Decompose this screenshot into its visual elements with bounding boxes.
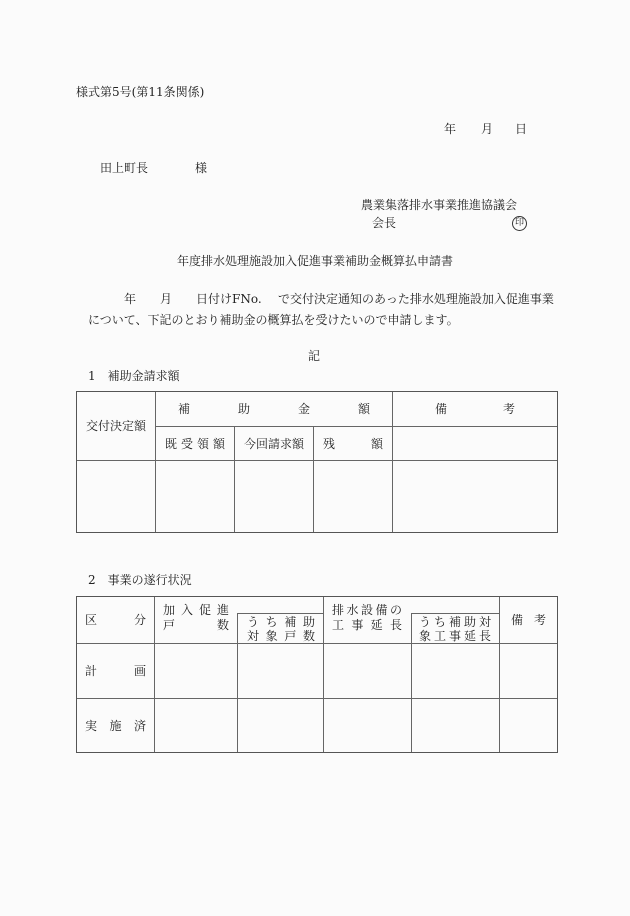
header-promoted-households: [163, 603, 229, 633]
header-char: 分: [133, 613, 146, 627]
header-category: [77, 597, 154, 643]
header-char: ち: [265, 615, 278, 629]
form-number: 様式第5号(第11条関係): [76, 85, 205, 99]
applicant-title: 会長: [372, 216, 397, 230]
cell-plan-households[interactable]: [155, 644, 237, 698]
header-char: 考: [502, 402, 515, 416]
header-char: 補: [284, 615, 297, 629]
header-char: 工: [332, 618, 345, 632]
header-received-amount: [156, 427, 234, 460]
header-subsidy-amount: [156, 392, 392, 426]
header-remaining-amount: [314, 427, 392, 460]
applicant-organization: 農業集落排水事業推進協議会: [361, 198, 518, 212]
header-char: の: [389, 603, 402, 617]
cell-completed-subsidized-households[interactable]: [238, 699, 323, 752]
header-char: 備: [375, 603, 388, 617]
document-title: 年度排水処理施設加入促進事業補助金概算払申請書: [177, 254, 454, 268]
header-char: 事: [351, 618, 364, 632]
header-remarks: [393, 392, 557, 426]
header-char: 残: [323, 436, 336, 451]
header-char: 受: [180, 436, 193, 451]
header-remarks: [500, 597, 557, 643]
body-text-line2: について、下記のとおり補助金の概算払を受けたいので申請します。: [88, 313, 459, 327]
header-char: 延: [370, 618, 383, 632]
header-drainage-construction-length: [332, 603, 402, 633]
cell-remarks[interactable]: [393, 461, 557, 532]
section2-heading: 2 事業の遂行状況: [88, 573, 192, 587]
header-char: 区: [85, 613, 98, 627]
cell-completed-length[interactable]: [324, 699, 411, 752]
label-char: 実: [85, 718, 98, 733]
progress-status-table: [76, 596, 558, 753]
header-char: 戸: [284, 629, 297, 643]
header-subsidized-construction-length: [419, 615, 491, 643]
header-char: 排: [332, 603, 345, 617]
header-char: 領: [196, 436, 209, 451]
header-char: 加: [163, 603, 176, 617]
body-month: 月: [160, 292, 173, 306]
header-subsidized-households: [247, 615, 315, 643]
header-char: 象: [419, 629, 432, 643]
seal-icon: 印: [512, 216, 527, 231]
header-char: 対: [478, 615, 491, 629]
header-char: 進: [216, 603, 229, 617]
header-char: 設: [360, 603, 373, 617]
header-char: 長: [478, 629, 491, 643]
date-month-label: 月: [481, 122, 494, 136]
header-char: 既: [165, 436, 178, 451]
header-char: 象: [265, 629, 278, 643]
header-char: 対: [247, 629, 260, 643]
cell-completed-remarks[interactable]: [500, 699, 557, 752]
header-char: 額: [357, 402, 370, 416]
section1-heading: 1 補助金請求額: [88, 369, 180, 383]
header-char: 助: [463, 615, 476, 629]
header-char: 助: [302, 615, 315, 629]
label-char: 画: [133, 664, 146, 678]
header-char: 戸: [163, 618, 176, 632]
header-char: 数: [216, 618, 229, 632]
addressee-name: 田上町長: [100, 161, 149, 175]
header-char: 額: [370, 436, 383, 451]
label-char: 計: [85, 664, 98, 678]
header-char: 補: [448, 615, 461, 629]
cell-completed-subsidized-length[interactable]: [412, 699, 499, 752]
header-char: 入: [180, 603, 193, 617]
addressee-honorific: 様: [195, 161, 208, 175]
divider: [411, 613, 499, 614]
header-char: う: [247, 615, 260, 629]
date-year-label: 年: [444, 122, 457, 136]
date-day-label: 日: [515, 122, 528, 136]
cell-plan-length[interactable]: [324, 644, 411, 698]
header-char: 延: [463, 629, 476, 643]
cell-plan-remarks[interactable]: [500, 644, 557, 698]
body-year: 年: [124, 292, 137, 306]
header-char: 補: [178, 402, 191, 416]
header-char: 長: [389, 618, 402, 632]
cell-plan-subsidized-length[interactable]: [412, 644, 499, 698]
header-char: う: [419, 615, 432, 629]
header-decision-amount: 交付決定額: [85, 419, 146, 433]
row-label-completed: [77, 699, 154, 752]
header-char: 水: [346, 603, 359, 617]
header-char: 工: [433, 629, 446, 643]
cell-completed-households[interactable]: [155, 699, 237, 752]
header-char: 考: [533, 613, 546, 627]
body-text-line1: で交付決定通知のあった排水処理施設加入促進事業: [278, 292, 554, 306]
header-char: 数: [302, 629, 315, 643]
ki-marker: 記: [308, 349, 321, 363]
header-char: 助: [237, 402, 250, 416]
cell-received-amount[interactable]: [156, 461, 234, 532]
label-char: 済: [133, 718, 146, 733]
cell-remaining-amount[interactable]: [314, 461, 392, 532]
cell-plan-subsidized-households[interactable]: [238, 644, 323, 698]
header-char: ち: [433, 615, 446, 629]
cell-current-request[interactable]: [235, 461, 313, 532]
body-day-ref: 日付けFNo.: [196, 292, 262, 306]
row-label-plan: [77, 644, 154, 698]
header-char: 事: [448, 629, 461, 643]
cell-decision-amount[interactable]: [77, 461, 155, 532]
header-char: 促: [198, 603, 211, 617]
header-char: 備: [435, 402, 448, 416]
subsidy-request-table: [76, 391, 558, 533]
header-char: 額: [212, 436, 225, 451]
header-char: 金: [297, 402, 310, 416]
divider: [237, 613, 323, 614]
header-char: 備: [511, 613, 524, 627]
header-current-request: 今回請求額: [243, 436, 304, 451]
label-char: 施: [109, 718, 122, 733]
